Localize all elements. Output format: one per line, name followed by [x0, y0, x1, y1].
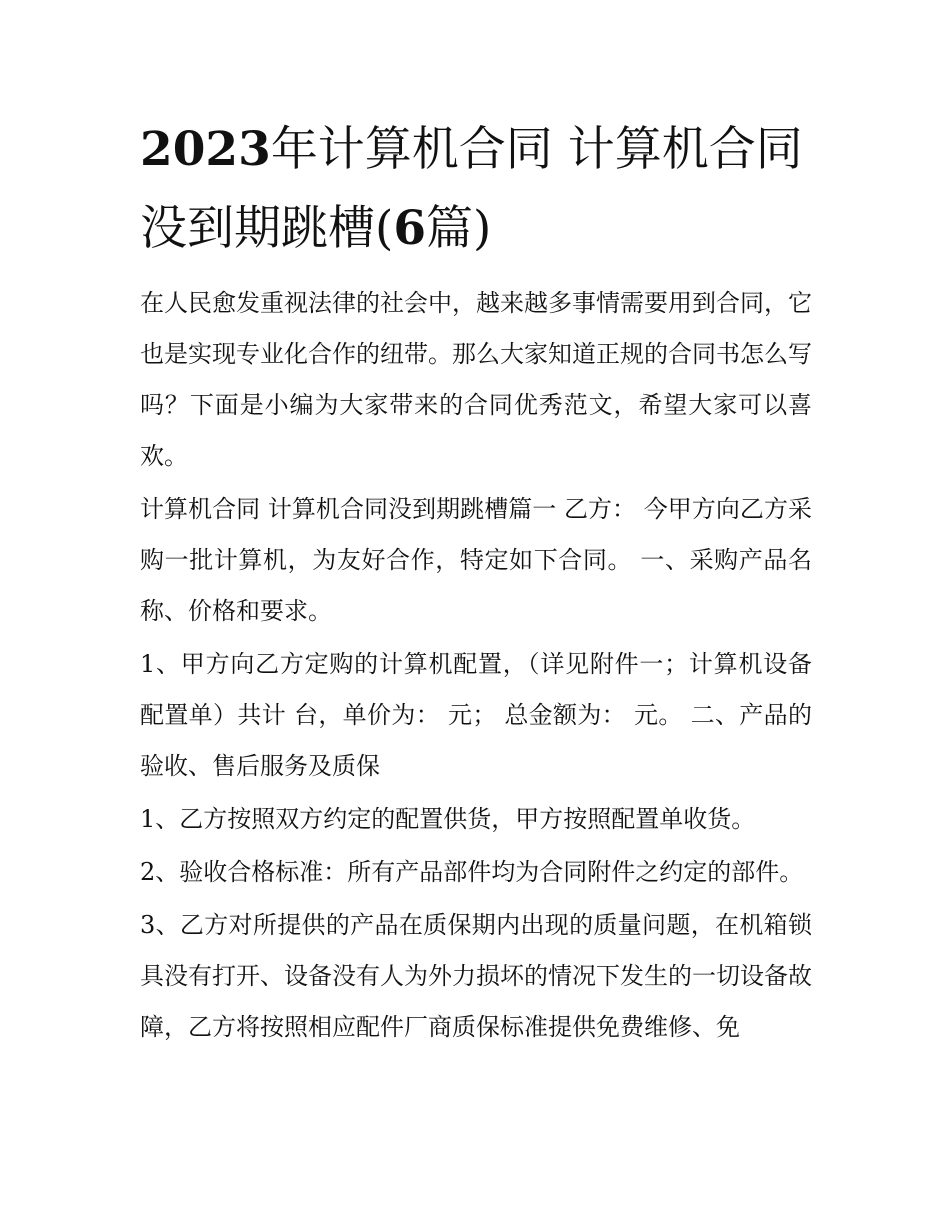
title-count: 6: [393, 201, 427, 256]
title-year: 2023: [140, 122, 271, 177]
paragraph-clause-1-delivery: 1、乙方按照双方约定的配置供货，甲方按照配置单收货。: [140, 805, 756, 833]
document-content: [140, 110, 812, 1055]
title-text-1: 年计算机合同 计算机合同没到期跳槽(: [140, 122, 803, 256]
paragraph-clause-3-warranty: 3、乙方对所提供的产品在质保期内出现的质量问题，在机箱锁具没有打开、设备没有人为外力损坏的情况下发生的一切设备故障，乙方将按照相应配件厂商质保标准提供免费维修、免: [140, 911, 812, 1041]
paragraph-contract-intro: 计算机合同 计算机合同没到期跳槽篇一 乙方： 今甲方向乙方采购一批计算机，为友好合作，特定如下合同。 一、采购产品名称、价格和要求。: [140, 495, 812, 625]
paragraph-clause-2-acceptance: 2、验收合格标准：所有产品部件均为合同附件之约定的部件。: [140, 858, 804, 886]
paragraph-intro: 在人民愈发重视法律的社会中，越来越多事情需要用到合同，它也是实现专业化合作的纽带。那么大家知道正规的合同书怎么写吗？下面是小编为大家带来的合同优秀范文，希望大家可以喜欢。: [140, 289, 812, 470]
paragraph-clause-1-config: 1、甲方向乙方定购的计算机配置，（详见附件一；计算机设备配置单）共计 台，单价为： 元； 总金额为： 元。 二、产品的验收、售后服务及质保: [140, 650, 812, 780]
document-title: [140, 110, 812, 268]
title-text-2: 篇): [426, 201, 492, 256]
